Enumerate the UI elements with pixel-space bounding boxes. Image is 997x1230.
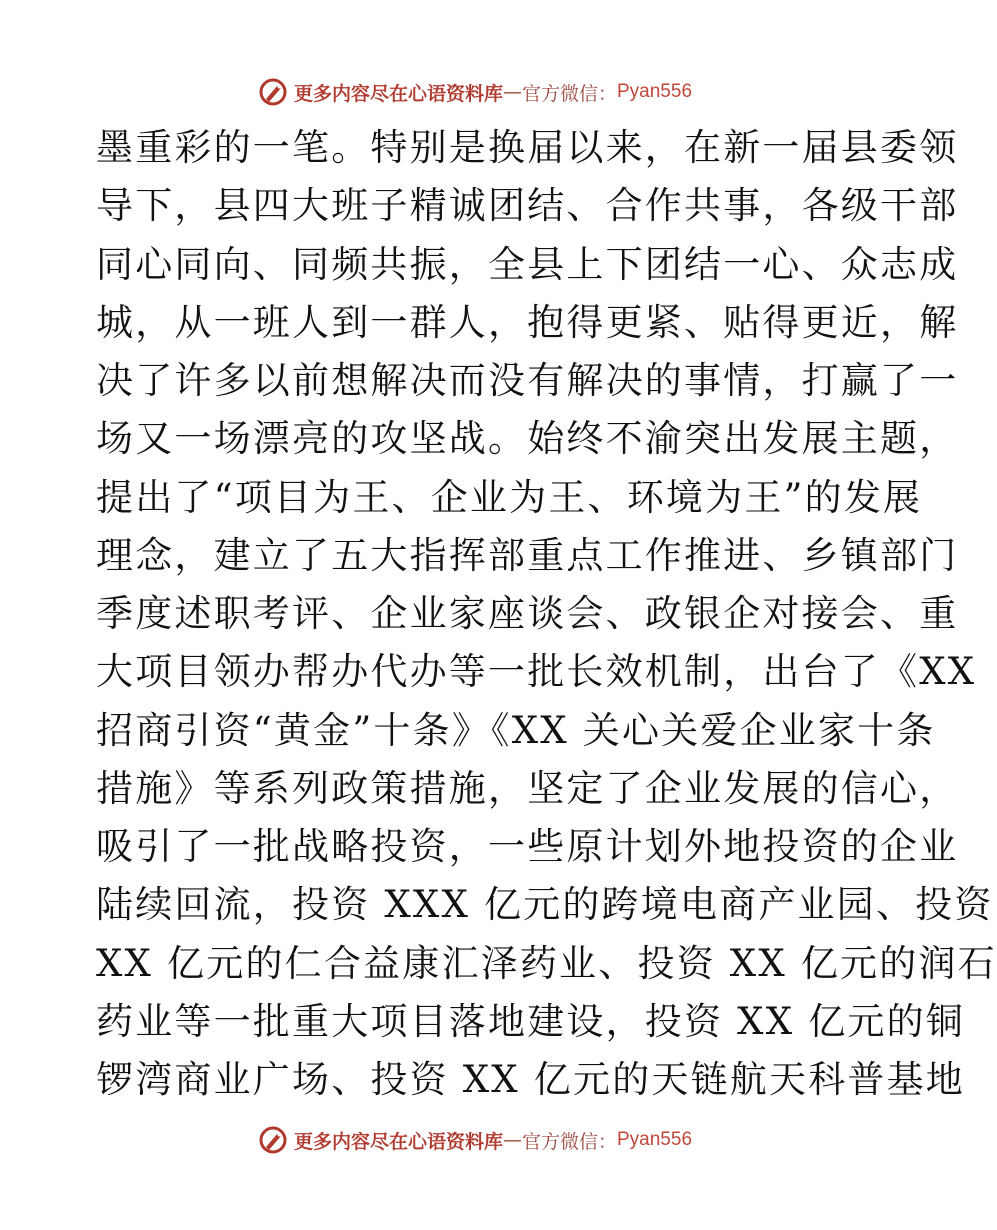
header-watermark (0, 72, 950, 112)
body-text-line: 墨重彩的一笔。特别是换届以来，在新一届县委领 (96, 126, 959, 169)
body-text-line: XX 亿元的仁合益康汇泽药业、投资 XX 亿元的润石 (96, 941, 997, 985)
watermark-wechat-id: Pyan556 (617, 81, 693, 102)
body-text-line: 场又一场漂亮的攻坚战。始终不渝突出发展主题， (96, 417, 959, 461)
body-text-line: 决了许多以前想解决而没有解决的事情，打赢了一 (96, 359, 959, 402)
watermark-wechat-label: 官方微信： (521, 1130, 617, 1153)
body-text-line: 措施》等系列政策措施，坚定了企业发展的信心， (96, 766, 959, 810)
body-text-line: 吸引了一批战略投资，一些原计划外地投资的企业 (96, 825, 959, 868)
body-text-line: 招商引资“黄金”十条》《XX 关心关爱企业家十条 (96, 708, 936, 752)
body-text-line: 导下，县四大班子精诚团结、合作共事，各级干部 (96, 184, 959, 228)
footer-watermark (0, 1120, 950, 1160)
pen-circle-logo-icon (258, 1125, 288, 1155)
pen-circle-logo-icon (258, 77, 288, 107)
body-text-line: 锣湾商业广场、投资 XX 亿元的天链航天科普基地 (96, 1058, 966, 1101)
body-text-line: 同心同向、同频共振，全县上下团结一心、众志成 (96, 242, 959, 286)
document-body (96, 119, 997, 1109)
watermark-wechat-id: Pyan556 (617, 1129, 693, 1150)
body-text-line: 季度述职考评、企业家座谈会、政银企对接会、重 (96, 592, 959, 635)
body-text-line: 城，从一班人到一群人，抱得更紧、贴得更近，解 (96, 300, 959, 344)
watermark-main-text: 更多内容尽在心语资料库 (293, 1130, 503, 1153)
watermark-wechat-label: 官方微信： (521, 82, 617, 105)
body-text-line: 药业等一批重大项目落地建设，投资 XX 亿元的铜 (96, 999, 966, 1043)
body-text-line: 大项目领办帮办代办等一批长效机制，出台了《XX (96, 650, 977, 694)
body-text-line: 理念，建立了五大指挥部重点工作推进、乡镇部门 (96, 533, 959, 577)
watermark-main-text: 更多内容尽在心语资料库 (293, 82, 503, 105)
body-text-line: 陆续回流，投资 XXX 亿元的跨境电商产业园、投资 (96, 883, 994, 927)
watermark-separator: — (502, 81, 522, 103)
body-text-line: 提出了“项目为王、企业为王、环境为王”的发展 (96, 475, 923, 519)
watermark-separator: — (502, 1129, 522, 1151)
